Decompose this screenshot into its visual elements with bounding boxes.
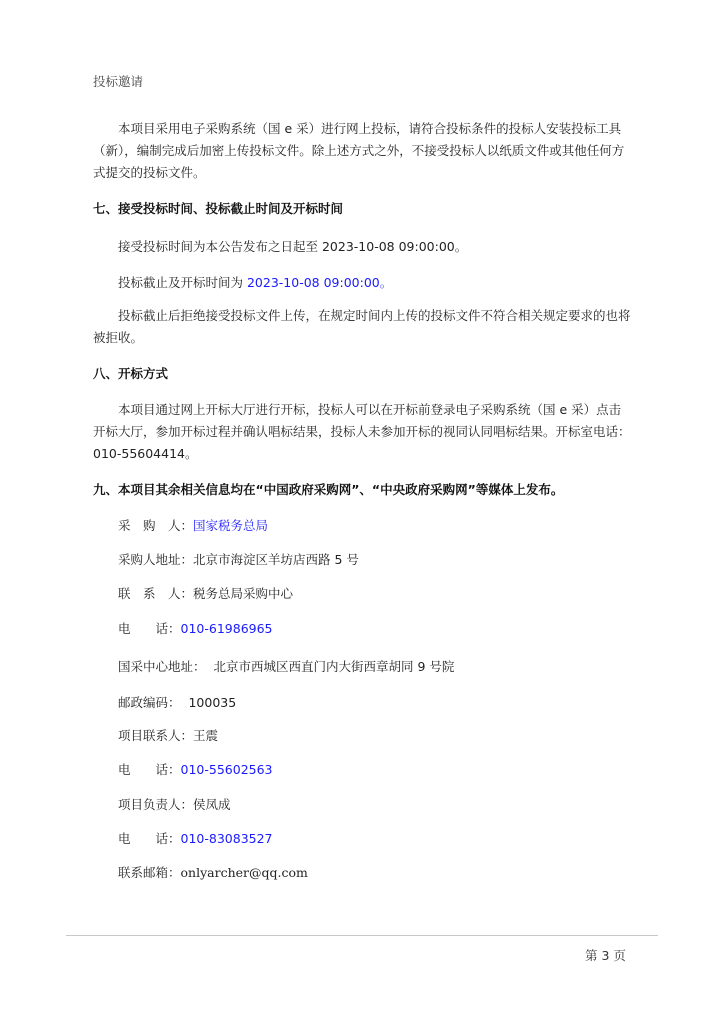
phone3-line bbox=[118, 829, 273, 847]
section7-heading: 七、接受投标时间、投标截止时间及开标时间 bbox=[93, 201, 344, 216]
deadline-value: 2023-10-08 09:00:00。 bbox=[246, 275, 393, 290]
intro-paragraph: 本项目采用电子采购系统（国 e 采）进行网上投标，请符合投标条件的投标人安装投标工具（新），编制完成后加密上传投标文件。除上述方式之外，不接受投标人以纸质文件或其他任何方式提交的投标文件。 bbox=[93, 121, 625, 180]
page-number: 第 3 页 bbox=[585, 948, 626, 963]
opening-method-paragraph: 本项目通过网上开标大厅进行开标，投标人可以在开标前登录电子采购系统（国 e 采）点击开标大厅，参加开标过程并确认唱标结果，投标人未参加开标的视同认同唱标结果。开标室电话：010-55604414。 bbox=[93, 402, 631, 461]
project-lead-line bbox=[118, 795, 231, 813]
contact-label: 联 系 人： bbox=[118, 586, 194, 601]
purchaser-address-value: 北京市海淀区羊坊店西路 5 号 bbox=[193, 552, 359, 567]
postcode-label: 邮政编码： bbox=[118, 695, 181, 710]
postcode-line bbox=[118, 693, 236, 711]
phone2-value: 010-55602563 bbox=[180, 762, 273, 777]
project-lead-value: 侯凤成 bbox=[193, 797, 231, 812]
email-line bbox=[118, 863, 308, 881]
phone1-value: 010-61986965 bbox=[180, 621, 273, 636]
center-address-value: 北京市西城区西直门内大街西章胡同 9 号院 bbox=[213, 659, 455, 674]
phone3-label: 电 话： bbox=[118, 831, 181, 846]
phone1-label: 电 话： bbox=[118, 621, 181, 636]
contact-value: 税务总局采购中心 bbox=[193, 586, 294, 601]
email-label: 联系邮箱： bbox=[118, 865, 181, 880]
deadline-prefix: 投标截止及开标时间为 bbox=[118, 275, 247, 290]
center-address-line bbox=[118, 657, 454, 675]
section9-heading: 九、本项目其余相关信息均在“中国政府采购网”、“中央政府采购网”等媒体上发布。 bbox=[93, 482, 564, 497]
purchaser-address-line bbox=[118, 550, 359, 568]
project-contact-value: 王震 bbox=[193, 728, 219, 743]
phone2-line bbox=[118, 760, 273, 778]
project-contact-line bbox=[118, 726, 218, 744]
purchaser-line bbox=[118, 516, 268, 534]
purchaser-label: 采 购 人： bbox=[118, 518, 194, 533]
contact-line bbox=[118, 584, 293, 602]
footer-divider bbox=[66, 935, 658, 936]
project-lead-label: 项目负责人： bbox=[118, 797, 194, 812]
phone3-value: 010-83083527 bbox=[180, 831, 273, 846]
purchaser-address-label: 采购人地址： bbox=[118, 552, 194, 567]
phone2-label: 电 话： bbox=[118, 762, 181, 777]
purchaser-value: 国家税务总局 bbox=[193, 518, 269, 533]
email-value: onlyarcher@qq.com bbox=[180, 865, 308, 880]
document-header-label: 投标邀请 bbox=[93, 74, 144, 89]
rejection-paragraph: 投标截止后拒绝接受投标文件上传，在规定时间内上传的投标文件不符合相关规定要求的也将被拒收。 bbox=[93, 308, 631, 345]
center-address-label: 国采中心地址： bbox=[118, 659, 206, 674]
phone1-line bbox=[118, 619, 273, 637]
deadline-paragraph bbox=[93, 272, 633, 294]
section8-heading: 八、开标方式 bbox=[93, 366, 169, 381]
postcode-value: 100035 bbox=[188, 695, 237, 710]
receive-time-paragraph: 接受投标时间为本公告发布之日起至 2023-10-08 09:00:00。 bbox=[118, 239, 468, 254]
project-contact-label: 项目联系人： bbox=[118, 728, 194, 743]
